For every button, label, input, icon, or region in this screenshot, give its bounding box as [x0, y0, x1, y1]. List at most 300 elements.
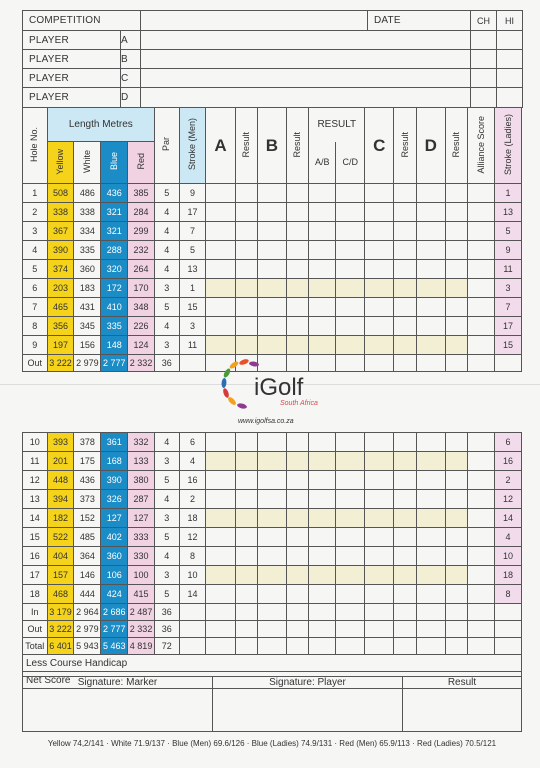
- score-cell[interactable]: [286, 317, 308, 336]
- score-cell[interactable]: [309, 260, 336, 279]
- score-cell[interactable]: [445, 547, 467, 566]
- score-cell[interactable]: [336, 203, 365, 222]
- score-cell[interactable]: [309, 222, 336, 241]
- score-cell[interactable]: [206, 222, 235, 241]
- score-cell[interactable]: [416, 203, 445, 222]
- score-cell[interactable]: [468, 222, 495, 241]
- score-cell[interactable]: [309, 509, 336, 528]
- score-cell[interactable]: [416, 279, 445, 298]
- score-cell[interactable]: [179, 604, 206, 621]
- score-cell[interactable]: [206, 604, 235, 621]
- result-field[interactable]: [403, 677, 522, 732]
- score-cell[interactable]: [394, 509, 416, 528]
- score-cell[interactable]: [257, 490, 286, 509]
- score-cell[interactable]: [336, 621, 365, 638]
- score-cell[interactable]: [206, 547, 235, 566]
- score-cell[interactable]: [365, 279, 394, 298]
- signature-marker-field[interactable]: [23, 677, 213, 732]
- score-cell[interactable]: [468, 317, 495, 336]
- score-cell[interactable]: [286, 621, 308, 638]
- score-cell[interactable]: [394, 203, 416, 222]
- score-cell[interactable]: [468, 604, 495, 621]
- player-letter: C: [121, 69, 141, 88]
- competition-field[interactable]: [141, 11, 368, 31]
- score-cell[interactable]: [309, 566, 336, 585]
- blue-length: 106: [101, 566, 128, 585]
- score-cell[interactable]: [309, 547, 336, 566]
- red-tee-header: Red: [128, 142, 155, 184]
- score-cell[interactable]: [286, 604, 308, 621]
- red-length: 299: [128, 222, 155, 241]
- score-cell[interactable]: [336, 566, 365, 585]
- score-cell[interactable]: [235, 222, 257, 241]
- score-cell[interactable]: [336, 355, 365, 372]
- stroke-men-value: 8: [179, 547, 206, 566]
- score-cell[interactable]: [336, 260, 365, 279]
- score-cell[interactable]: [416, 509, 445, 528]
- score-cell[interactable]: [257, 222, 286, 241]
- hole-row: [23, 528, 522, 547]
- score-cell[interactable]: [468, 184, 495, 203]
- score-cell[interactable]: [309, 433, 336, 452]
- score-cell[interactable]: [206, 336, 235, 355]
- score-cell[interactable]: [416, 547, 445, 566]
- stroke-ladies-value: 9: [495, 241, 522, 260]
- score-cell[interactable]: [257, 585, 286, 604]
- score-cell[interactable]: [394, 184, 416, 203]
- score-cell[interactable]: [286, 547, 308, 566]
- score-cell[interactable]: [365, 260, 394, 279]
- score-cell[interactable]: [416, 260, 445, 279]
- score-cell[interactable]: [416, 604, 445, 621]
- score-cell[interactable]: [445, 621, 467, 638]
- hole-row: [23, 509, 522, 528]
- score-cell[interactable]: [235, 298, 257, 317]
- score-cell[interactable]: [416, 298, 445, 317]
- score-cell[interactable]: [468, 241, 495, 260]
- score-cell[interactable]: [336, 547, 365, 566]
- score-cell[interactable]: [416, 241, 445, 260]
- score-cell[interactable]: [309, 336, 336, 355]
- score-cell[interactable]: [286, 222, 308, 241]
- score-cell[interactable]: [365, 621, 394, 638]
- score-cell[interactable]: [416, 355, 445, 372]
- score-cell[interactable]: [365, 638, 394, 655]
- score-cell[interactable]: [206, 433, 235, 452]
- score-cell[interactable]: [206, 279, 235, 298]
- score-cell[interactable]: [445, 585, 467, 604]
- score-cell[interactable]: [206, 260, 235, 279]
- score-cell[interactable]: [416, 184, 445, 203]
- score-cell[interactable]: [336, 298, 365, 317]
- score-cell[interactable]: [309, 585, 336, 604]
- score-cell[interactable]: [235, 547, 257, 566]
- score-cell[interactable]: [365, 471, 394, 490]
- score-cell[interactable]: [365, 298, 394, 317]
- score-cell[interactable]: [365, 336, 394, 355]
- score-cell[interactable]: [394, 490, 416, 509]
- score-cell[interactable]: [286, 184, 308, 203]
- score-cell[interactable]: [309, 279, 336, 298]
- score-cell[interactable]: [445, 471, 467, 490]
- score-cell[interactable]: [468, 547, 495, 566]
- score-cell[interactable]: [445, 509, 467, 528]
- stroke-ladies-value: 12: [495, 490, 522, 509]
- score-cell[interactable]: [206, 585, 235, 604]
- score-cell[interactable]: [336, 279, 365, 298]
- score-cell[interactable]: [309, 184, 336, 203]
- par-value: 3: [154, 452, 179, 471]
- score-cell[interactable]: [257, 336, 286, 355]
- score-cell[interactable]: [286, 585, 308, 604]
- score-cell[interactable]: [445, 184, 467, 203]
- stroke-ladies-value: 2: [495, 471, 522, 490]
- score-cell[interactable]: [468, 528, 495, 547]
- score-cell[interactable]: [235, 317, 257, 336]
- hi-field[interactable]: [497, 31, 523, 50]
- score-cell[interactable]: [365, 566, 394, 585]
- score-cell[interactable]: [394, 566, 416, 585]
- score-cell[interactable]: [257, 433, 286, 452]
- score-cell[interactable]: [445, 433, 467, 452]
- score-cell[interactable]: [257, 604, 286, 621]
- score-cell[interactable]: [416, 566, 445, 585]
- par-value: 4: [154, 222, 179, 241]
- score-cell[interactable]: [336, 471, 365, 490]
- score-cell[interactable]: [286, 638, 308, 655]
- score-cell[interactable]: [257, 547, 286, 566]
- score-cell[interactable]: [365, 222, 394, 241]
- score-cell[interactable]: [309, 452, 336, 471]
- score-cell[interactable]: [257, 471, 286, 490]
- score-cell[interactable]: [468, 203, 495, 222]
- score-cell[interactable]: [365, 452, 394, 471]
- score-cell[interactable]: [336, 184, 365, 203]
- score-cell[interactable]: [416, 452, 445, 471]
- score-cell[interactable]: [365, 585, 394, 604]
- score-cell[interactable]: [206, 621, 235, 638]
- score-cell[interactable]: [495, 604, 522, 621]
- score-cell[interactable]: [336, 433, 365, 452]
- score-cell[interactable]: [445, 279, 467, 298]
- score-cell[interactable]: [235, 528, 257, 547]
- score-cell[interactable]: [206, 638, 235, 655]
- score-cell[interactable]: [257, 452, 286, 471]
- score-cell[interactable]: [309, 317, 336, 336]
- score-cell[interactable]: [235, 336, 257, 355]
- score-cell[interactable]: [394, 279, 416, 298]
- score-cell[interactable]: [445, 566, 467, 585]
- score-cell[interactable]: [394, 260, 416, 279]
- score-cell[interactable]: [235, 241, 257, 260]
- score-cell[interactable]: [336, 490, 365, 509]
- score-cell[interactable]: [394, 528, 416, 547]
- score-cell[interactable]: [468, 279, 495, 298]
- score-cell[interactable]: [235, 279, 257, 298]
- score-cell[interactable]: [336, 509, 365, 528]
- score-cell[interactable]: [468, 336, 495, 355]
- score-cell[interactable]: [365, 604, 394, 621]
- score-cell[interactable]: [257, 638, 286, 655]
- score-cell[interactable]: [445, 203, 467, 222]
- score-cell[interactable]: [206, 203, 235, 222]
- score-cell[interactable]: [235, 260, 257, 279]
- score-cell[interactable]: [257, 184, 286, 203]
- score-cell[interactable]: [286, 452, 308, 471]
- hi-field[interactable]: [497, 50, 523, 69]
- yellow-length: 390: [47, 241, 74, 260]
- score-cell[interactable]: [336, 585, 365, 604]
- white-length: 444: [74, 585, 101, 604]
- score-cell[interactable]: [445, 638, 467, 655]
- result-header: Result: [445, 108, 467, 184]
- score-cell[interactable]: [445, 528, 467, 547]
- score-cell[interactable]: [416, 585, 445, 604]
- score-cell[interactable]: [365, 528, 394, 547]
- stroke-men-value: 12: [179, 528, 206, 547]
- yellow-length: 367: [47, 222, 74, 241]
- score-cell[interactable]: [336, 452, 365, 471]
- score-cell[interactable]: [365, 317, 394, 336]
- stroke-ladies-value: 6: [495, 433, 522, 452]
- score-cell[interactable]: [394, 604, 416, 621]
- score-cell[interactable]: [179, 621, 206, 638]
- score-cell[interactable]: [468, 509, 495, 528]
- score-cell[interactable]: [286, 566, 308, 585]
- score-cell[interactable]: [468, 260, 495, 279]
- logo-url[interactable]: www.igolfsa.co.za: [238, 418, 294, 425]
- score-cell[interactable]: [206, 298, 235, 317]
- score-cell[interactable]: [416, 336, 445, 355]
- score-cell[interactable]: [468, 566, 495, 585]
- score-cell[interactable]: [468, 621, 495, 638]
- white-length: 378: [74, 433, 101, 452]
- score-cell[interactable]: [394, 433, 416, 452]
- stroke-ladies-value: 3: [495, 279, 522, 298]
- score-cell[interactable]: [394, 585, 416, 604]
- score-cell[interactable]: [286, 260, 308, 279]
- score-cell[interactable]: [394, 298, 416, 317]
- score-cell[interactable]: [445, 317, 467, 336]
- score-cell[interactable]: [206, 509, 235, 528]
- score-cell[interactable]: [309, 203, 336, 222]
- score-cell[interactable]: [365, 509, 394, 528]
- player-name-field[interactable]: [141, 31, 471, 50]
- score-cell[interactable]: [445, 490, 467, 509]
- score-cell[interactable]: [394, 638, 416, 655]
- score-cell[interactable]: [235, 433, 257, 452]
- score-cell[interactable]: [257, 241, 286, 260]
- score-cell[interactable]: [394, 452, 416, 471]
- score-cell[interactable]: [235, 621, 257, 638]
- signature-player-field[interactable]: [213, 677, 403, 732]
- hole-row: [23, 433, 522, 452]
- ch-field[interactable]: [471, 69, 497, 88]
- score-cell[interactable]: [235, 452, 257, 471]
- blue-total: 2 777: [101, 621, 128, 638]
- score-cell[interactable]: [257, 279, 286, 298]
- ch-field[interactable]: [471, 50, 497, 69]
- score-cell[interactable]: [445, 241, 467, 260]
- score-cell[interactable]: [468, 471, 495, 490]
- score-cell[interactable]: [336, 336, 365, 355]
- score-cell[interactable]: [394, 241, 416, 260]
- score-cell[interactable]: [468, 298, 495, 317]
- ch-field[interactable]: [471, 88, 497, 108]
- score-cell[interactable]: [468, 638, 495, 655]
- stroke-ladies-value: 17: [495, 317, 522, 336]
- score-cell[interactable]: [179, 638, 206, 655]
- score-cell[interactable]: [365, 241, 394, 260]
- score-cell[interactable]: [206, 184, 235, 203]
- score-cell[interactable]: [309, 638, 336, 655]
- score-cell[interactable]: [206, 490, 235, 509]
- score-cell[interactable]: [416, 317, 445, 336]
- score-cell[interactable]: [286, 528, 308, 547]
- score-cell[interactable]: [309, 490, 336, 509]
- score-cell[interactable]: [257, 566, 286, 585]
- score-cell[interactable]: [235, 490, 257, 509]
- white-length: 338: [74, 203, 101, 222]
- hi-field[interactable]: [497, 88, 523, 108]
- white-length: 146: [74, 566, 101, 585]
- score-cell[interactable]: [445, 604, 467, 621]
- score-cell[interactable]: [416, 638, 445, 655]
- score-cell[interactable]: [445, 222, 467, 241]
- score-cell[interactable]: [445, 355, 467, 372]
- score-cell[interactable]: [394, 547, 416, 566]
- score-cell[interactable]: [365, 433, 394, 452]
- score-cell[interactable]: [416, 433, 445, 452]
- score-cell[interactable]: [286, 471, 308, 490]
- score-cell[interactable]: [257, 298, 286, 317]
- score-cell[interactable]: [206, 528, 235, 547]
- score-cell[interactable]: [309, 241, 336, 260]
- score-cell[interactable]: [257, 260, 286, 279]
- score-cell[interactable]: [365, 184, 394, 203]
- score-cell[interactable]: [286, 241, 308, 260]
- hole-no-header: Hole No.: [23, 108, 48, 184]
- score-cell[interactable]: [336, 241, 365, 260]
- stroke-men-value: 5: [179, 241, 206, 260]
- score-cell[interactable]: [257, 621, 286, 638]
- score-cell[interactable]: [468, 355, 495, 372]
- score-cell[interactable]: [235, 509, 257, 528]
- score-cell[interactable]: [336, 638, 365, 655]
- score-cell[interactable]: [286, 433, 308, 452]
- score-cell[interactable]: [394, 471, 416, 490]
- cd-header: C/D: [336, 142, 365, 184]
- score-cell[interactable]: [309, 471, 336, 490]
- score-cell[interactable]: [365, 355, 394, 372]
- score-cell[interactable]: [206, 241, 235, 260]
- score-cell[interactable]: [286, 336, 308, 355]
- score-cell[interactable]: [416, 471, 445, 490]
- white-length: 334: [74, 222, 101, 241]
- score-cell[interactable]: [445, 336, 467, 355]
- score-cell[interactable]: [286, 490, 308, 509]
- score-cell[interactable]: [336, 528, 365, 547]
- red-length: 332: [128, 433, 155, 452]
- yellow-length: 404: [47, 547, 74, 566]
- score-cell[interactable]: [257, 203, 286, 222]
- score-cell[interactable]: [286, 279, 308, 298]
- score-cell[interactable]: [394, 222, 416, 241]
- score-cell[interactable]: [235, 638, 257, 655]
- ch-field[interactable]: [471, 31, 497, 50]
- score-cell[interactable]: [495, 638, 522, 655]
- score-cell[interactable]: [445, 452, 467, 471]
- score-cell[interactable]: [394, 621, 416, 638]
- score-cell[interactable]: [336, 604, 365, 621]
- score-cell[interactable]: [257, 528, 286, 547]
- score-cell[interactable]: [416, 222, 445, 241]
- score-cell[interactable]: [286, 298, 308, 317]
- score-cell[interactable]: [179, 355, 206, 372]
- red-length: 385: [128, 184, 155, 203]
- score-cell[interactable]: [468, 452, 495, 471]
- score-cell[interactable]: [257, 317, 286, 336]
- score-cell[interactable]: [468, 585, 495, 604]
- score-cell[interactable]: [365, 203, 394, 222]
- score-cell[interactable]: [206, 471, 235, 490]
- player-name-field[interactable]: [141, 88, 471, 108]
- yellow-length: 203: [47, 279, 74, 298]
- yellow-length: 465: [47, 298, 74, 317]
- score-cell[interactable]: [286, 509, 308, 528]
- score-cell[interactable]: [394, 336, 416, 355]
- score-cell[interactable]: [206, 452, 235, 471]
- player-letter: A: [121, 31, 141, 50]
- score-cell[interactable]: [468, 490, 495, 509]
- score-cell[interactable]: [495, 355, 522, 372]
- score-cell[interactable]: [445, 260, 467, 279]
- score-cell[interactable]: [235, 203, 257, 222]
- stroke-ladies-value: 4: [495, 528, 522, 547]
- score-cell[interactable]: [257, 509, 286, 528]
- player-name-field[interactable]: [141, 69, 471, 88]
- hi-field[interactable]: [497, 69, 523, 88]
- score-cell[interactable]: [416, 528, 445, 547]
- score-cell[interactable]: [235, 604, 257, 621]
- score-cell[interactable]: [309, 621, 336, 638]
- score-cell[interactable]: [394, 355, 416, 372]
- player-a-header: A: [206, 108, 235, 184]
- player-name-field[interactable]: [141, 50, 471, 69]
- score-cell[interactable]: [394, 317, 416, 336]
- score-cell[interactable]: [365, 490, 394, 509]
- score-cell[interactable]: [235, 471, 257, 490]
- score-cell[interactable]: [416, 621, 445, 638]
- score-cell[interactable]: [309, 528, 336, 547]
- score-cell[interactable]: [445, 298, 467, 317]
- score-cell[interactable]: [336, 222, 365, 241]
- score-cell[interactable]: [235, 585, 257, 604]
- score-cell[interactable]: [206, 566, 235, 585]
- score-cell[interactable]: [336, 317, 365, 336]
- score-cell[interactable]: [495, 621, 522, 638]
- par-total: 36: [154, 604, 179, 621]
- score-cell[interactable]: [235, 566, 257, 585]
- score-cell[interactable]: [365, 547, 394, 566]
- score-cell[interactable]: [468, 433, 495, 452]
- score-cell[interactable]: [309, 604, 336, 621]
- score-cell[interactable]: [309, 298, 336, 317]
- score-cell[interactable]: [416, 490, 445, 509]
- score-cell[interactable]: [206, 317, 235, 336]
- score-cell[interactable]: [235, 184, 257, 203]
- score-cell[interactable]: [286, 203, 308, 222]
